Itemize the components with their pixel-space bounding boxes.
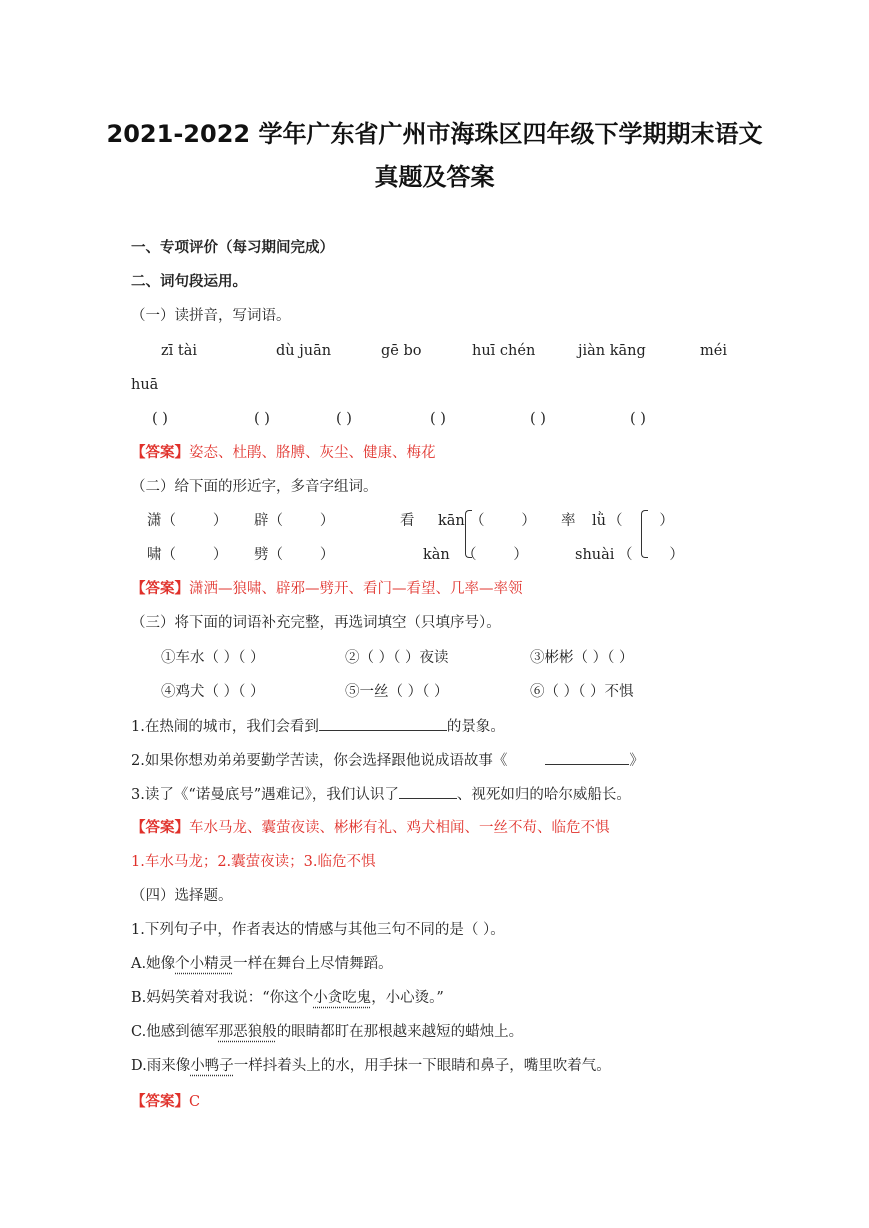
pinyin-1: zī tài <box>161 343 197 359</box>
q3-item-5: ⑤一丝（ ）（ ） <box>345 684 449 700</box>
answer-text: 车水马龙、囊萤夜读、彬彬有礼、鸡犬相闻、一丝不苟、临危不惧 <box>189 820 610 836</box>
q2-lu-pinyin: lǜ <box>592 513 606 529</box>
answer-label: 【答案】 <box>131 445 189 461</box>
fill-blank <box>545 750 629 765</box>
q4-heading: （四）选择题。 <box>131 888 233 904</box>
q3-sentence-1: 1.在热闹的城市，我们会看到 的景象。 <box>131 716 505 737</box>
q4-question: 1.下列句子中，作者表达的情感与其他三句不同的是（ ）。 <box>131 922 505 938</box>
pinyin-4: huī chén <box>472 343 536 359</box>
q2-char-4: 劈（ ） <box>254 547 335 563</box>
q2-kan-pinyin-1: kān <box>438 513 465 529</box>
answer-label: 【答案】 <box>131 820 189 836</box>
q4-option-a: A.她像个小精灵一样在舞台上尽情舞蹈。 <box>131 956 393 972</box>
answer-label: 【答案】 <box>131 1094 189 1110</box>
pinyin-6: méi <box>700 343 727 359</box>
blank-2: ( ) <box>254 411 270 427</box>
page-title-line-1: 2021-2022 学年广东省广州市海珠区四年级下学期期末语文 <box>106 120 763 148</box>
q4-option-c: C.他感到德军那恶狼般的眼睛都盯在那根越来越短的蜡烛上。 <box>131 1024 524 1040</box>
blank-5: ( ) <box>530 411 546 427</box>
pinyin-2: dù juān <box>276 343 332 359</box>
answer-text: 潇洒—狼啸、辟邪—劈开、看门—看望、几率—率领 <box>189 581 523 597</box>
q1-heading: （一）读拼音，写词语。 <box>131 308 291 324</box>
q3-item-2: ②（ ）（ ）夜读 <box>345 650 449 666</box>
q2-heading: （二）给下面的形近字，多音字组词。 <box>131 479 378 495</box>
answer-text: 姿态、杜鹃、胳膊、灰尘、健康、梅花 <box>189 445 436 461</box>
section-heading-2: 二、词句段运用。 <box>131 274 247 290</box>
q3-sentence-3: 3.读了《“诺曼底号”遇难记》，我们认识了 、视死如归的哈尔威船长。 <box>131 784 631 805</box>
q2-char-1: 潇（ ） <box>147 513 228 529</box>
pinyin-3: gē bo <box>381 343 422 359</box>
q2-char-3: 啸（ ） <box>147 547 228 563</box>
answer-text: C <box>189 1094 201 1110</box>
q2-answer <box>131 579 523 599</box>
fill-blank <box>399 784 457 799</box>
q3-item-1: ①车水（ ）（ ） <box>161 650 265 666</box>
q2-shuai-blank: （ ） <box>618 547 684 563</box>
q4-option-b: B.妈妈笑着对我说：“你这个小贪吃鬼，小心烫。” <box>131 990 444 1006</box>
pinyin-5: jiàn kāng <box>578 343 646 359</box>
q3-item-3: ③彬彬（ ）（ ） <box>530 650 634 666</box>
q1-answer <box>131 443 436 463</box>
q2-kan-blank-1: （ ） <box>470 513 536 529</box>
q3-sentence-2: 2.如果你想劝弟弟要勤学苦读，你会选择跟他说成语故事《 》 <box>131 750 644 771</box>
fill-blank <box>319 716 447 731</box>
q2-char-2: 辟（ ） <box>254 513 335 529</box>
q4-answer <box>131 1092 200 1112</box>
q3-item-4: ④鸡犬（ ）（ ） <box>161 684 265 700</box>
blank-4: ( ) <box>430 411 446 427</box>
q2-lu-blank: （ ） <box>608 513 674 529</box>
q2-kan-blank-2: （ ） <box>462 547 528 563</box>
answer-label: 【答案】 <box>131 581 189 597</box>
q2-kan-pinyin-2: kàn <box>423 547 450 563</box>
section-heading-1: 一、专项评价（每习期间完成） <box>131 240 334 256</box>
blank-3: ( ) <box>336 411 352 427</box>
q3-heading: （三）将下面的词语补充完整，再选词填空（只填序号）。 <box>131 615 501 631</box>
blank-1: ( ) <box>152 411 168 427</box>
page-title-line-2: 真题及答案 <box>374 163 495 191</box>
q3-item-6: ⑥（ ）（ ）不惧 <box>530 684 634 700</box>
blank-6: ( ) <box>630 411 646 427</box>
q2-shuai-char: 率 <box>561 513 576 529</box>
q2-kan-char: 看 <box>400 513 415 529</box>
pinyin-7: huā <box>131 377 159 393</box>
q3-answer-2: 1.车水马龙；2.囊萤夜读；3.临危不惧 <box>131 854 376 870</box>
q3-answer <box>131 818 610 838</box>
q4-option-d: D.雨来像小鸭子一样抖着头上的水，用手抹一下眼睛和鼻子，嘴里吹着气。 <box>131 1058 611 1074</box>
q2-shuai-pinyin: shuài <box>575 547 615 563</box>
